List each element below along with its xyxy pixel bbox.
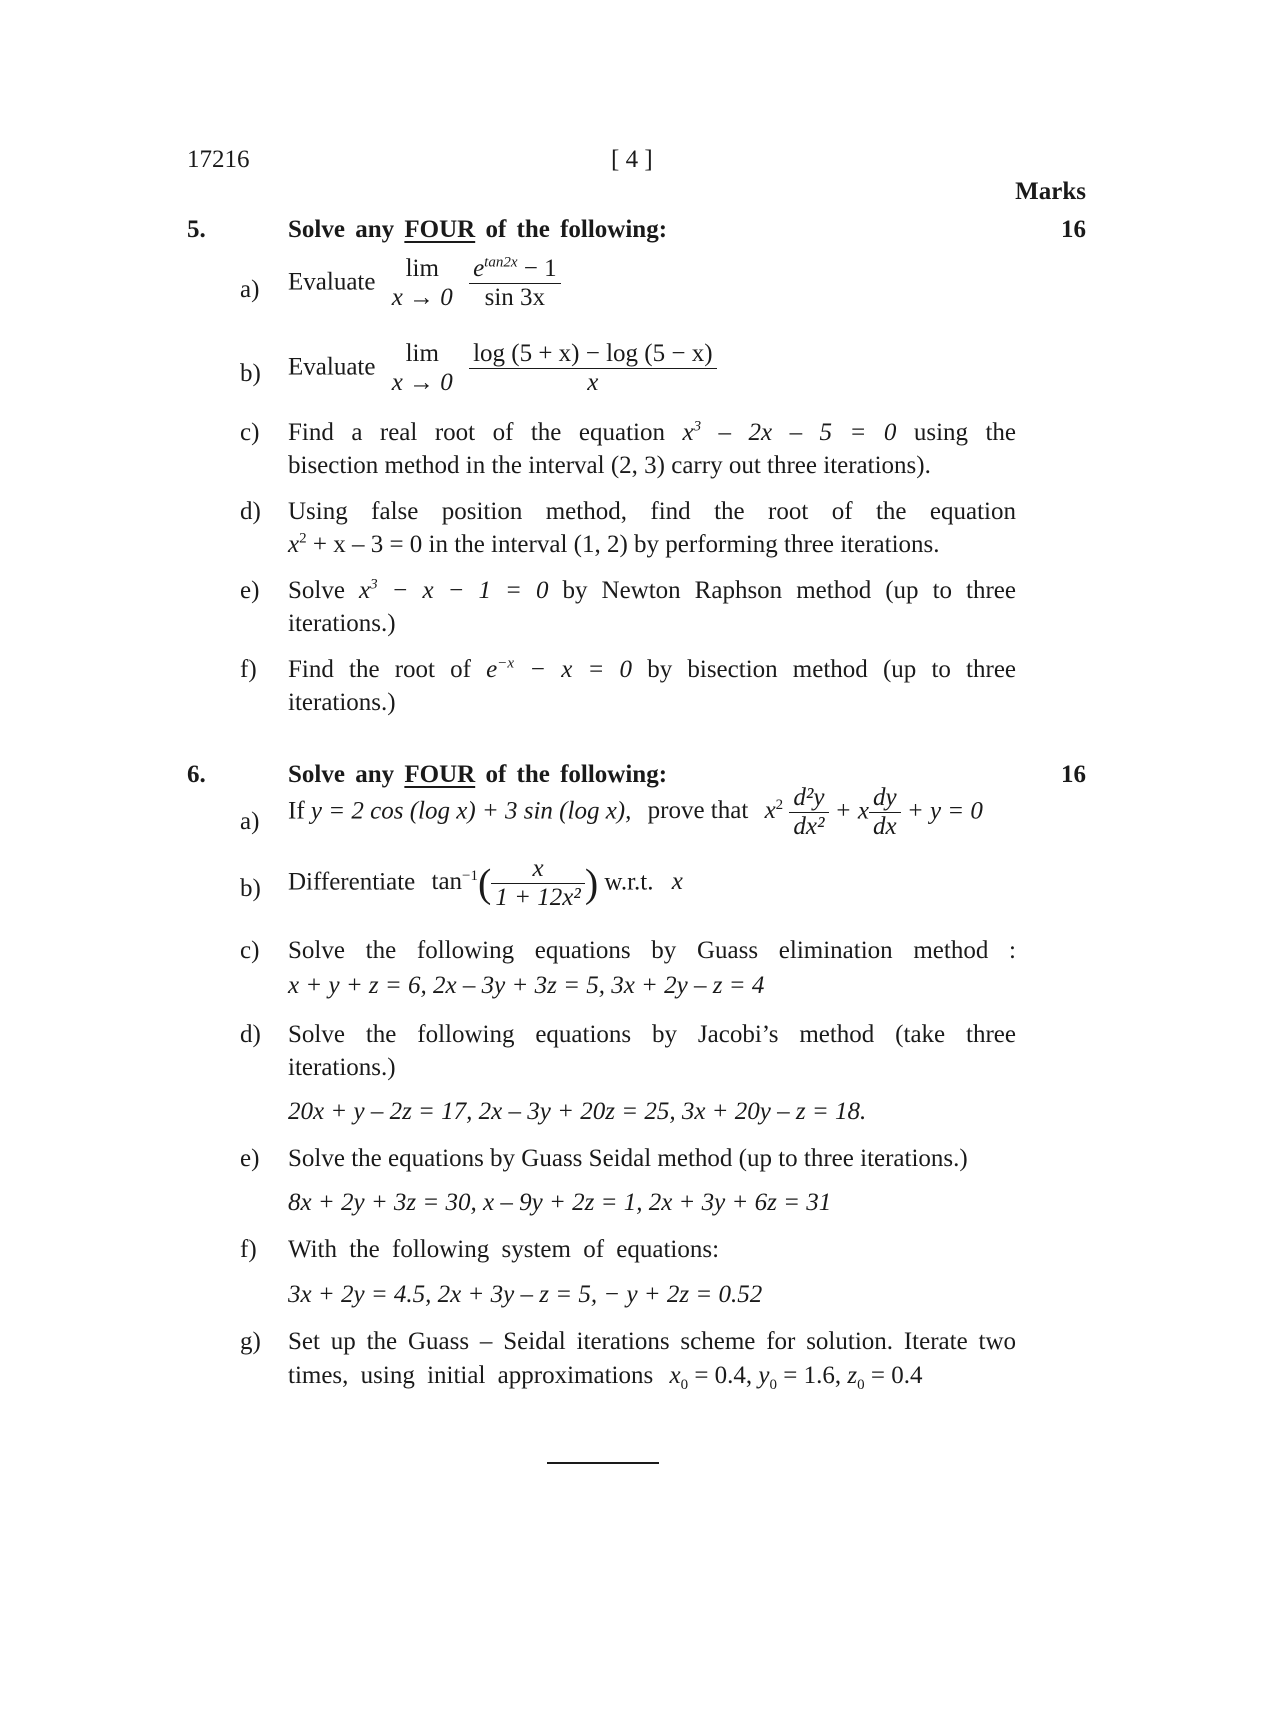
heading-pre: Solve any bbox=[288, 761, 395, 788]
item-label: e) bbox=[240, 577, 260, 604]
item-6b: Differentiate $\tan^{-1}$( $\frac{x}{\text{1 + 12x²}}$ ) w.r.t. x bbox=[288, 855, 683, 911]
item-6d-line1: Solve the following equations by Jacobi’s method (take three bbox=[288, 1021, 1016, 1048]
item-5f-line2: iterations.) bbox=[288, 689, 396, 716]
item-6f-line2: 3x + 2y = 4.5, 2x + 3y – z = 5, − y + 2z = 0.52 bbox=[288, 1281, 763, 1308]
question-number: 6. bbox=[187, 761, 206, 788]
item-5d-line2: $x^2 + x - 3 = 0$ in the interval (1, 2) by performing three iterations. bbox=[288, 530, 940, 558]
item-5e-line2: iterations.) bbox=[288, 610, 396, 637]
item-5c-line2: bisection method in the interval (2, 3) carry out three iterations). bbox=[288, 452, 931, 479]
question-number: 5. bbox=[187, 216, 206, 243]
question-marks: 16 bbox=[1061, 216, 1086, 243]
question-marks: 16 bbox=[1061, 761, 1086, 788]
item-5e-line1: Solve $x^3 - x - 1 = 0$ by Newton Raphson method (up to three bbox=[288, 576, 1017, 604]
item-6d-line3: 20x + y – 2z = 17, 2x – 3y + 20z = 25, 3x + 20y – z = 18. bbox=[288, 1098, 867, 1125]
fraction: $\frac{dy}{dx}$ bbox=[869, 784, 901, 841]
item-5f-line1: Find the root of $e^{-x} - x = 0$ by bisection method (up to three bbox=[288, 655, 1017, 683]
item-label: d) bbox=[240, 1021, 261, 1048]
item-label: e) bbox=[240, 1145, 260, 1172]
item-6f-line1: With the following system of equations: bbox=[288, 1236, 720, 1263]
item-6c-line2: x + y + z = 6, 2x – 3y + 3z = 5, 3x + 2y – z = 4 bbox=[288, 972, 765, 999]
item-5a bbox=[288, 255, 561, 313]
limit-op: lim x → 0 bbox=[391, 340, 453, 396]
page-number: [ 4 ] bbox=[611, 146, 653, 173]
item-6g-line2: times, using initial approximations $x_0 = 0.4$, $y_0 = 1.6$, $z_0 = 0.4$ bbox=[288, 1362, 923, 1393]
fraction: $\frac{x}{\text{1 + 12x²}}$ bbox=[491, 855, 584, 912]
item-label: d) bbox=[240, 498, 261, 525]
item-5d-line1: Using false position method, find the root of the equation bbox=[288, 498, 1016, 525]
end-rule bbox=[547, 1462, 659, 1464]
item-label: g) bbox=[240, 1328, 261, 1355]
item-5c-line1: Find a real root of the equation $x^3 - 2x - 5 = 0$ using the bbox=[288, 418, 1017, 446]
item-label: f) bbox=[240, 1236, 257, 1263]
item-6e-line2: 8x + 2y + 3z = 30, x – 9y + 2z = 1, 2x + 3y + 6z = 31 bbox=[288, 1189, 832, 1216]
heading-key: FOUR bbox=[404, 761, 476, 788]
item-label: b) bbox=[240, 875, 261, 902]
item-6d-line2: iterations.) bbox=[288, 1054, 396, 1081]
item-5b bbox=[288, 340, 717, 398]
question-heading bbox=[288, 216, 667, 244]
item-label: f) bbox=[240, 656, 257, 683]
heading-key: FOUR bbox=[404, 216, 476, 243]
heading-post: of the following: bbox=[485, 761, 668, 788]
item-6a: If y = 2 cos (log x) + 3 sin (log x), prove that $x^2$ $\frac{\text{d²y}}{\text{dx²}}$ + x $\frac{dy}{dx}$ + y = 0 bbox=[288, 784, 983, 840]
item-verb: Evaluate bbox=[288, 353, 376, 381]
paper-code: 17216 bbox=[187, 146, 250, 173]
marks-label: Marks bbox=[1015, 178, 1086, 205]
fraction: $\frac{\text{d²y}}{\text{dx²}}$ bbox=[789, 784, 828, 841]
item-6g-line1: Set up the Guass – Seidal iterations scheme for solution. Iterate two bbox=[288, 1328, 1016, 1355]
fraction: $\frac{\log (5 + x) - \log (5 - x)}{x}$ bbox=[469, 340, 717, 397]
item-label: b) bbox=[240, 360, 261, 387]
item-6c-line1: Solve the following equations by Guass elimination method : bbox=[288, 937, 1016, 964]
item-label: a) bbox=[240, 808, 260, 835]
item-label: c) bbox=[240, 937, 260, 964]
item-6e-line1: Solve the equations by Guass Seidal method (up to three iterations.) bbox=[288, 1145, 968, 1172]
heading-pre: Solve any bbox=[288, 216, 395, 243]
fraction: $\frac{e^{tan2x} - 1}{\sin 3x}$ bbox=[469, 255, 561, 312]
heading-post: of the following: bbox=[485, 216, 668, 243]
item-label: c) bbox=[240, 419, 260, 446]
item-label: a) bbox=[240, 276, 260, 303]
item-verb: Evaluate bbox=[288, 268, 376, 296]
limit-op: lim x → 0 bbox=[391, 255, 453, 311]
